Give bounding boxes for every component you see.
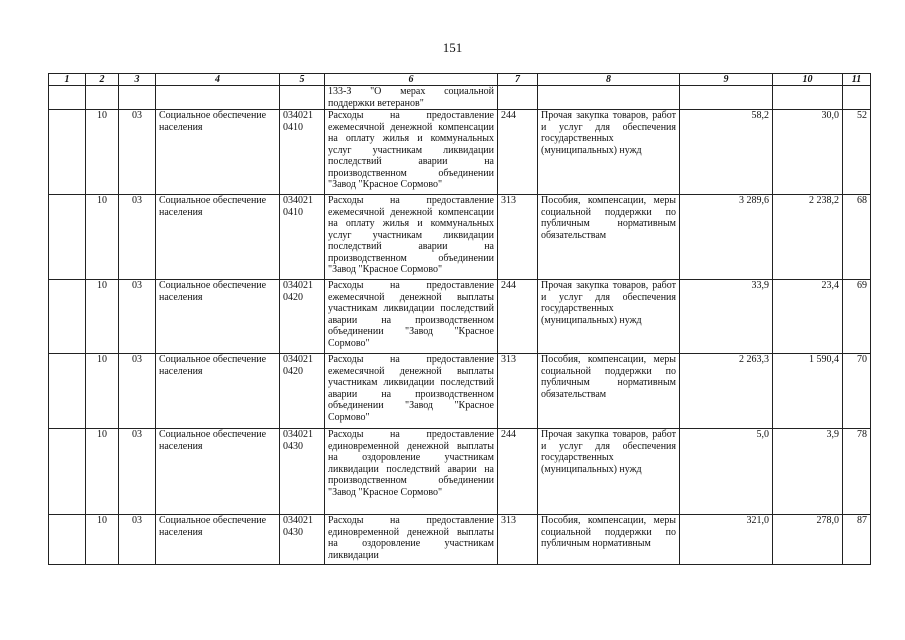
cell-subsection: 03 [119,354,156,429]
cell-subsection: 03 [119,195,156,280]
column-header: 3 [119,74,156,86]
cell-expense-type-name: Пособия, компенсации, меры социальной поддержки по публичным нормативным обязательствам [538,195,680,280]
cell-target-code: 034021 0430 [280,515,325,565]
cell-percent: 52 [843,110,871,195]
cell-plan: 2 263,3 [680,354,773,429]
cell-actual: 3,9 [773,429,843,515]
column-header: 5 [280,74,325,86]
column-header: 9 [680,74,773,86]
column-header: 1 [49,74,86,86]
cell-expense-type: 244 [498,110,538,195]
table-row [49,195,871,280]
cell-percent: 68 [843,195,871,280]
cell-section-name [156,86,280,110]
cell-subsection [119,86,156,110]
cell-expense-type-name: Прочая закупка товаров, работ и услуг для обеспечения государственных (муниципальных) нужд [538,429,680,515]
cell-description: Расходы на предоставление единовременной денежной выплаты на оздоровление участникам ликвидации последствий аварии на производственном объединении "Завод "Красное Сормово" [325,429,498,515]
cell-expense-type-name: Пособия, компенсации, меры социальной поддержки по публичным нормативным обязательствам [538,354,680,429]
cell-plan: 321,0 [680,515,773,565]
table-row [49,515,871,565]
cell-col1 [49,86,86,110]
cell-section-name: Социальное обеспечение населения [156,195,280,280]
cell-section: 10 [86,354,119,429]
table-row [49,280,871,354]
cell-expense-type-name: Прочая закупка товаров, работ и услуг для обеспечения государственных (муниципальных) нужд [538,110,680,195]
budget-table [48,73,871,565]
column-header: 6 [325,74,498,86]
cell-percent: 69 [843,280,871,354]
column-header: 11 [843,74,871,86]
cell-section: 10 [86,429,119,515]
table-row [49,429,871,515]
cell-actual: 23,4 [773,280,843,354]
cell-section-name: Социальное обеспечение населения [156,110,280,195]
cell-description: 133-З "О мерах социальной поддержки ветеранов" [325,86,498,110]
cell-description: Расходы на предоставление единовременной денежной выплаты на оздоровление участникам ликвидации [325,515,498,565]
cell-col1 [49,110,86,195]
cell-subsection: 03 [119,280,156,354]
cell-expense-type: 244 [498,429,538,515]
cell-percent: 78 [843,429,871,515]
cell-target-code: 034021 0430 [280,429,325,515]
cell-description: Расходы на предоставление ежемесячной денежной выплаты участникам ликвидации последствий аварии на производственном объединении "Завод "Красное Сормово" [325,280,498,354]
cell-expense-type: 313 [498,354,538,429]
cell-subsection: 03 [119,110,156,195]
cell-percent [843,86,871,110]
cell-actual: 2 238,2 [773,195,843,280]
cell-section-name: Социальное обеспечение населения [156,515,280,565]
cell-section: 10 [86,110,119,195]
column-header: 4 [156,74,280,86]
cell-description: Расходы на предоставление ежемесячной денежной выплаты участникам ликвидации последствий аварии на производственном объединении "Завод "Красное Сормово" [325,354,498,429]
cell-actual: 278,0 [773,515,843,565]
cell-plan [680,86,773,110]
cell-section-name: Социальное обеспечение населения [156,354,280,429]
column-header: 8 [538,74,680,86]
cell-actual: 30,0 [773,110,843,195]
cell-plan: 33,9 [680,280,773,354]
cell-col1 [49,280,86,354]
cell-expense-type-name: Пособия, компенсации, меры социальной поддержки по публичным нормативным [538,515,680,565]
cell-section [86,86,119,110]
header-row [49,74,871,86]
cell-subsection: 03 [119,429,156,515]
cell-plan: 3 289,6 [680,195,773,280]
cell-expense-type: 313 [498,515,538,565]
page-number: 151 [442,40,463,55]
cell-percent: 87 [843,515,871,565]
column-header: 7 [498,74,538,86]
cell-percent: 70 [843,354,871,429]
cell-expense-type: 313 [498,195,538,280]
table-row [49,110,871,195]
cell-section-name: Социальное обеспечение населения [156,429,280,515]
column-header: 2 [86,74,119,86]
cell-subsection: 03 [119,515,156,565]
column-header: 10 [773,74,843,86]
cell-description: Расходы на предоставление ежемесячной денежной компенсации на оплату жилья и коммунальных услуг участникам ликвидации последствий аварии на производственном объединении "Завод "Красное Сормово" [325,110,498,195]
cell-actual: 1 590,4 [773,354,843,429]
cell-expense-type: 244 [498,280,538,354]
cell-col1 [49,354,86,429]
cell-target-code [280,86,325,110]
cell-plan: 5,0 [680,429,773,515]
cell-col1 [49,195,86,280]
cell-section: 10 [86,280,119,354]
cell-actual [773,86,843,110]
cell-target-code: 034021 0420 [280,354,325,429]
cell-expense-type-name: Прочая закупка товаров, работ и услуг для обеспечения государственных (муниципальных) нужд [538,280,680,354]
cell-expense-type [498,86,538,110]
cell-section: 10 [86,195,119,280]
cell-section: 10 [86,515,119,565]
cell-target-code: 034021 0410 [280,195,325,280]
cell-description: Расходы на предоставление ежемесячной денежной компенсации на оплату жилья и коммунальных услуг участникам ликвидации последствий аварии на производственном объединении "Завод "Красное Сормово" [325,195,498,280]
table-row [49,86,871,110]
cell-section-name: Социальное обеспечение населения [156,280,280,354]
cell-col1 [49,429,86,515]
cell-expense-type-name [538,86,680,110]
table-row [49,354,871,429]
cell-col1 [49,515,86,565]
cell-plan: 58,2 [680,110,773,195]
cell-target-code: 034021 0410 [280,110,325,195]
cell-target-code: 034021 0420 [280,280,325,354]
